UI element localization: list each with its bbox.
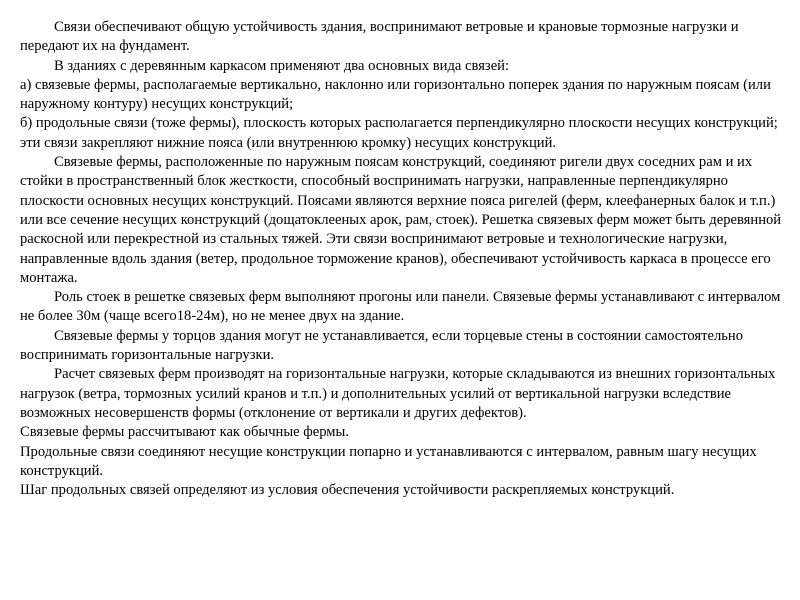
document-body [20,18,785,500]
paragraph-posts-role: Роль стоек в решетке связевых ферм выполняют прогоны или панели. Связевые фермы устанавливают с интервалом не более 30м (чаще всего18-24м), но не менее двух на здание. [20,289,781,325]
paragraph-end-walls: Связевые фермы у торцов здания могут не устанавливается, если торцевые стены в состоянии самостоятельно воспринимать горизонтальные нагрузки. [20,327,744,364]
paragraph-calculated-as-trusses: Связевые фермы рассчитывают как обычные фермы. [20,424,349,441]
paragraph-longitudinal-spacing: Шаг продольных связей определяют из условия обеспечения устойчивости раскрепляемых конструкций. [20,482,675,499]
paragraph-calculation: Расчет связевых ферм производят на горизонтальные нагрузки, которые складываются из внешних горизонтальных нагрузок (ветра, тормозных усилий кранов и т.п.) и дополнительных усилий от вертикальной нагрузки вследствие возможных несовершенств формы (отклонение от вертикали и других дефектов). [20,366,776,421]
paragraph-bracing-type-b: б) продольные связи (тоже фермы), плоскость которых располагается перпендикулярно плоскости несущих конструкций; эти связи закрепляют нижние пояса (или внутреннюю кромку) несущих конструкций. [20,115,778,151]
paragraph-longitudinal-bracing: Продольные связи соединяют несущие конструкции попарно и устанавливаются с интервалом, равным шагу несущих конструкций. [20,443,757,479]
paragraph-bracing-trusses-outer-chords: Связевые фермы, расположенные по наружным поясам конструкций, соединяют ригели двух соседних рам и их стойки в пространственный блок жесткости, способный воспринимать нагрузки, направленные перпендикулярно плоскости основных несущих конструкций. Поясами являются верхние пояса ригелей (ферм, клеефанерных балок и т.п.) или все сечение несущих конструкций (дощатоклееных арок, рам, стоек). Решетка связевых ферм может быть деревянной раскосной или перекрестной из стальных тяжей. Эти связи воспринимают ветровые и технологические нагрузки, направленные вдоль здания (ветер, продольное торможение кранов), обеспечивают устойчивость каркаса в процессе его монтажа. [20,154,782,286]
paragraph-bracing-purpose: Связи обеспечивают общую устойчивость здания, воспринимают ветровые и крановые тормозные нагрузки и передают их на фундамент. [20,19,739,55]
paragraph-bracing-type-a: а) связевые фермы, располагаемые вертикально, наклонно или горизонтально поперек здания по наружным поясам (или наружному контуру) несущих конструкций; [20,76,771,113]
paragraph-bracing-types-intro: В зданиях с деревянным каркасом применяют два основных вида связей: [54,57,510,74]
